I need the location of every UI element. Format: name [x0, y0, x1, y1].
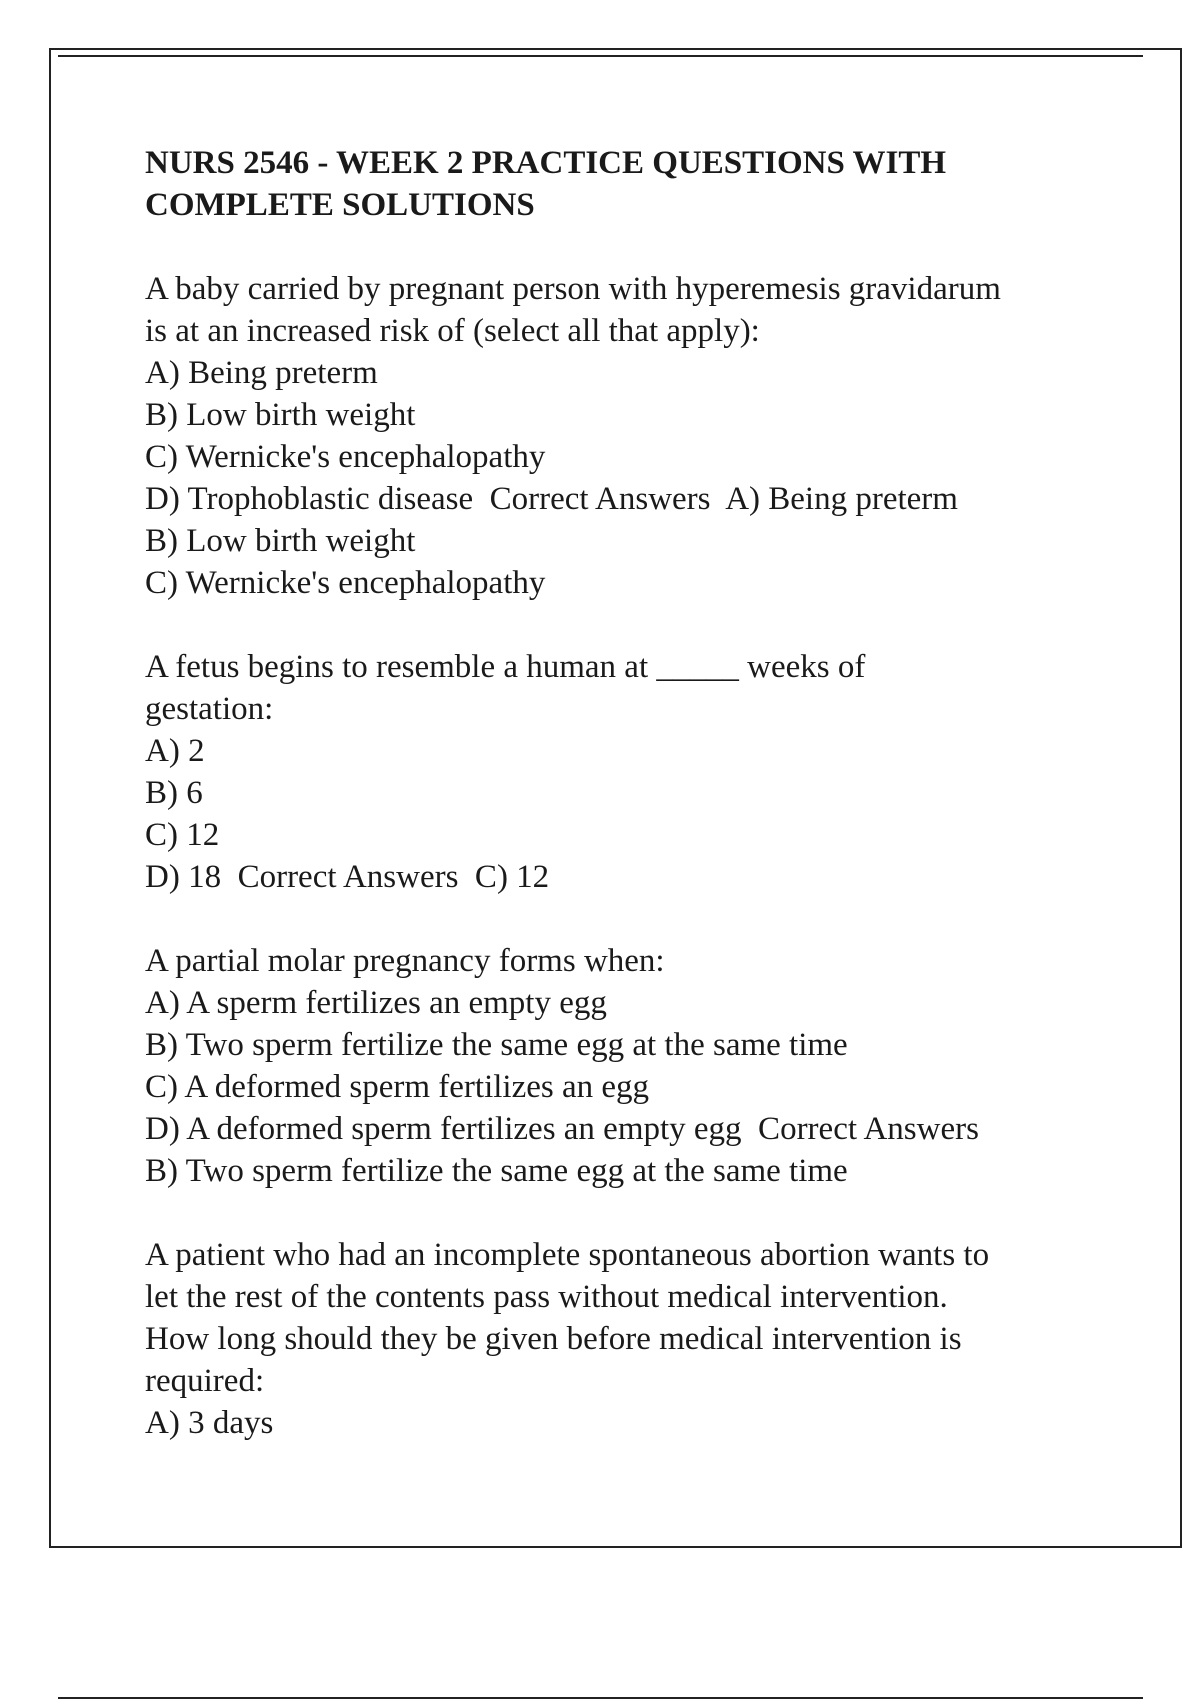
question-text: A baby carried by pregnant person with hyperemesis gravidarum	[145, 271, 1001, 307]
question-text: gestation:	[145, 691, 274, 727]
answer-option: C) A deformed sperm fertilizes an egg	[145, 1069, 650, 1105]
bottom-rule	[58, 1697, 1143, 1699]
question-text: How long should they be given before medical intervention is	[145, 1321, 962, 1357]
answer-option: C) 12	[145, 817, 220, 853]
correct-answer: B) Low birth weight	[145, 523, 416, 559]
answer-option-with-solution: D) A deformed sperm fertilizes an empty egg Correct Answers	[145, 1111, 979, 1147]
document-body	[145, 142, 1105, 1486]
question-block-1	[145, 268, 1105, 604]
answer-option: B) Two sperm fertilize the same egg at the same time	[145, 1027, 848, 1063]
question-text: required:	[145, 1363, 265, 1399]
question-text: is at an increased risk of (select all that apply):	[145, 313, 760, 349]
question-text: A patient who had an incomplete spontaneous abortion wants to	[145, 1237, 990, 1273]
title-line: NURS 2546 - WEEK 2 PRACTICE QUESTIONS WITH	[145, 145, 947, 181]
answer-option-with-solution: D) Trophoblastic disease Correct Answers A) Being preterm	[145, 481, 958, 517]
answer-option: B) 6	[145, 775, 203, 811]
correct-answer: C) Wernicke's encephalopathy	[145, 565, 546, 601]
question-text: let the rest of the contents pass without medical intervention.	[145, 1279, 948, 1315]
question-block-4	[145, 1234, 1105, 1444]
answer-option: B) Low birth weight	[145, 397, 416, 433]
question-text: A partial molar pregnancy forms when:	[145, 943, 665, 979]
answer-option: A) 3 days	[145, 1405, 274, 1441]
question-block-3	[145, 940, 1105, 1192]
answer-option-with-solution: D) 18 Correct Answers C) 12	[145, 859, 550, 895]
answer-option: A) Being preterm	[145, 355, 378, 391]
answer-option: A) 2	[145, 733, 205, 769]
page-title	[145, 142, 1105, 226]
answer-option: C) Wernicke's encephalopathy	[145, 439, 546, 475]
answer-option: A) A sperm fertilizes an empty egg	[145, 985, 607, 1021]
title-line: COMPLETE SOLUTIONS	[145, 187, 535, 223]
question-block-2	[145, 646, 1105, 898]
question-text: A fetus begins to resemble a human at _____ weeks of	[145, 649, 866, 685]
correct-answer: B) Two sperm fertilize the same egg at the same time	[145, 1153, 848, 1189]
